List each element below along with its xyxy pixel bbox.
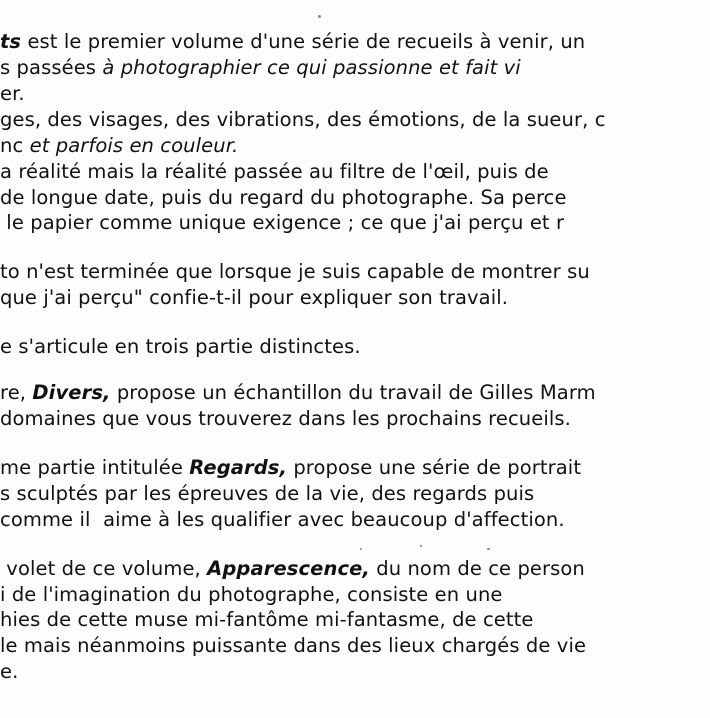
text-line bbox=[0, 482, 534, 506]
scan-speck bbox=[487, 548, 490, 550]
text-run: du nom de ce person bbox=[369, 557, 585, 580]
italic-text: à photographier ce qui passionne et fait vi bbox=[102, 56, 521, 79]
text-line bbox=[0, 108, 606, 132]
scan-speck bbox=[318, 15, 321, 18]
text-line bbox=[0, 186, 567, 210]
scan-speck bbox=[420, 545, 422, 547]
text-line bbox=[0, 260, 590, 284]
text-run: er. bbox=[0, 82, 25, 105]
text-run: domaines que vous trouverez dans les prochains recueils. bbox=[0, 407, 571, 430]
text-line bbox=[0, 634, 586, 658]
text-run: propose une série de portrait bbox=[287, 456, 582, 479]
text-run: to n'est terminée que lorsque je suis capable de montrer su bbox=[0, 260, 590, 283]
text-line bbox=[0, 381, 596, 405]
text-line bbox=[0, 508, 565, 532]
text-line bbox=[0, 286, 508, 310]
scan-speck bbox=[360, 548, 362, 550]
text-run: me partie intitulée bbox=[0, 456, 190, 479]
emphasis-text: Regards, bbox=[189, 456, 288, 479]
text-run: re, bbox=[0, 381, 33, 404]
text-run: propose un échantillon du travail de Gilles Marm bbox=[110, 381, 596, 404]
text-run: volet de ce volume, bbox=[0, 557, 208, 580]
text-run: le papier comme unique exigence ; ce que j'ai perçu et r bbox=[0, 211, 565, 234]
text-run: e s'articule en trois partie distinctes. bbox=[0, 335, 361, 358]
text-run: s sculptés par les épreuves de la vie, des regards puis bbox=[0, 482, 535, 505]
text-run: nc bbox=[0, 134, 30, 157]
text-run: a réalité mais la réalité passée au filtre de l'œil, puis de bbox=[0, 160, 549, 183]
text-line bbox=[0, 456, 581, 480]
text-run: i de l'imagination du photographe, consiste en une bbox=[0, 583, 503, 606]
text-line bbox=[0, 160, 549, 184]
text-line bbox=[0, 335, 361, 359]
text-run: le mais néanmoins puissante dans des lieux chargés de vie bbox=[0, 634, 587, 657]
text-run: ges, des visages, des vibrations, des émotions, de la sueur, c bbox=[0, 108, 606, 131]
text-line bbox=[0, 82, 25, 106]
text-line bbox=[0, 30, 585, 54]
text-run: hies de cette muse mi-fantôme mi-fantasme, de cette bbox=[0, 608, 534, 631]
text-line bbox=[0, 583, 503, 607]
italic-text: et parfois en couleur. bbox=[29, 134, 239, 157]
text-run: de longue date, puis du regard du photographe. Sa perce bbox=[0, 186, 567, 209]
text-run: que j'ai perçu" confie-t-il pour expliquer son travail. bbox=[0, 286, 509, 309]
emphasis-text: Divers, bbox=[32, 381, 111, 404]
text-line bbox=[0, 56, 521, 80]
text-line bbox=[0, 407, 571, 431]
text-run: s passées bbox=[0, 56, 103, 79]
text-line bbox=[0, 211, 564, 235]
text-line bbox=[0, 557, 585, 581]
emphasis-text: Apparescence, bbox=[207, 557, 370, 580]
text-line bbox=[0, 660, 18, 684]
text-line bbox=[0, 608, 533, 632]
text-run: e. bbox=[0, 660, 19, 683]
text-run: est le premier volume d'une série de recueils à venir, un bbox=[21, 30, 586, 53]
emphasis-text: ts bbox=[0, 30, 22, 53]
text-run: comme il aime à les qualifier avec beaucoup d'affection. bbox=[0, 508, 565, 531]
text-line bbox=[0, 134, 238, 158]
